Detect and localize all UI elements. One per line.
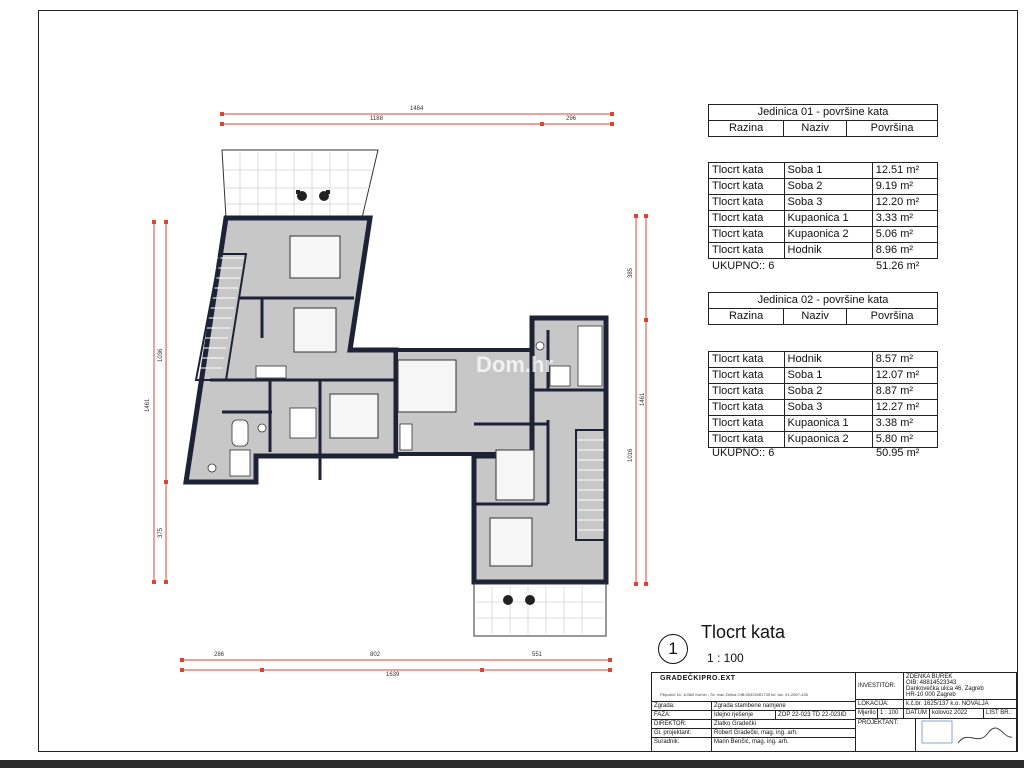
dim-bottom-right: 551 [532, 652, 543, 658]
cell: Tlocrt kata [709, 400, 785, 416]
dim-bottom-total: 1639 [386, 672, 400, 678]
cell: Tlocrt kata [709, 195, 785, 211]
investitor-label: INVESTITOR: [856, 673, 904, 700]
investitor-line: Dankovečka ulica 46, Zagreb [906, 686, 984, 692]
suradnik-label: Suradnik: [652, 738, 712, 751]
list-label: LIST BR.: [984, 709, 1016, 719]
dim-left-lower: 375 [158, 527, 164, 538]
datum-value: kolovoz 2022 [930, 709, 984, 719]
col-header: Površina [847, 309, 938, 325]
total-value-unit-01: 51.26 m² [876, 260, 920, 272]
total-value-unit-02: 50.95 m² [876, 447, 920, 459]
cell: Tlocrt kata [709, 352, 785, 368]
cell: 12.51 m² [872, 163, 937, 179]
cell: 3.33 m² [872, 211, 937, 227]
dim-right-upper: 385 [628, 267, 634, 278]
cell: Soba 3 [784, 400, 872, 416]
projektant-value: Robert Gradečki, mag. ing. arh. [712, 729, 856, 738]
dim-right-lower: 1016 [628, 448, 634, 462]
unit-01 [186, 218, 396, 482]
cell: Kupaonica 2 [784, 227, 872, 243]
table-row [709, 211, 938, 227]
table-row [709, 368, 938, 384]
cell: Tlocrt kata [709, 243, 785, 259]
cell: 12.07 m² [872, 368, 937, 384]
cell: 8.57 m² [872, 352, 937, 368]
mjerilo-label: Mjerilo [856, 709, 878, 719]
company-logo: GRADEČKIPRO.EXT [660, 675, 736, 682]
cell: Hodnik [784, 352, 872, 368]
lokacija-value: k.č.br. 1625/137 k.o. NOVALJA [904, 700, 1016, 709]
investitor-value [904, 673, 1016, 700]
cell: Hodnik [784, 243, 872, 259]
cell: Soba 2 [784, 179, 872, 195]
cell: 5.06 m² [872, 227, 937, 243]
signature-icon [918, 719, 1014, 749]
col-header: Razina [709, 121, 784, 137]
cell: Soba 3 [784, 195, 872, 211]
zgrada-value: Zgrada stambene namjene [712, 702, 856, 711]
col-header: Naziv [784, 309, 847, 325]
table-row [709, 163, 938, 179]
total-label-unit-01: UKUPNO:: 6 [712, 260, 775, 272]
cell: 3.38 m² [872, 416, 937, 432]
area-table-unit-01-rows [708, 162, 938, 259]
cell: 8.87 m² [872, 384, 937, 400]
cell: Kupaonica 1 [784, 416, 872, 432]
cell: Tlocrt kata [709, 384, 785, 400]
zgrada-label: Zgrada: [652, 702, 712, 711]
col-header: Razina [709, 309, 784, 325]
cell: Tlocrt kata [709, 163, 785, 179]
company-address: Filipovići 1b, 10360 Kumin - Sv. Ivan Zelina OIB:55323081735 tel. fax. 01-2057-435 [660, 692, 808, 697]
mjerilo-value: 1 : 100 [878, 709, 904, 719]
balcony-bottom [474, 584, 606, 636]
bottom-bar [0, 760, 1024, 768]
direktor-label: DIREKTOR: [652, 720, 712, 729]
investitor-line: HR-10 000 Zagreb [906, 692, 956, 698]
faza-label: FAZA: [652, 711, 712, 720]
cell: Soba 1 [784, 163, 872, 179]
col-header: Površina [847, 121, 938, 137]
dim-left-upper: 1036 [158, 348, 164, 362]
area-table-unit-01 [708, 104, 938, 137]
dim-top-total: 1484 [410, 106, 424, 112]
dim-bottom-left: 286 [214, 652, 225, 658]
table-row [709, 432, 938, 448]
dim-top-left: 1188 [370, 116, 383, 122]
cell: Kupaonica 1 [784, 211, 872, 227]
table-row [709, 416, 938, 432]
total-label-unit-02: UKUPNO:: 6 [712, 447, 775, 459]
direktor-value: Zlatko Gradečki [712, 720, 856, 729]
view-scale: 1 : 100 [707, 651, 744, 665]
table-row [709, 400, 938, 416]
table-title: Jedinica 02 - površine kata [709, 293, 938, 309]
cell: Tlocrt kata [709, 211, 785, 227]
balcony-top [222, 150, 378, 218]
cell: 5.80 m² [872, 432, 937, 448]
projektant2-label: PROJEKTANT: [856, 719, 916, 751]
dim-top-right: 296 [566, 116, 577, 122]
suradnik-value: Marin Benčić, mag. ing. arh. [712, 738, 856, 751]
cell: 12.20 m² [872, 195, 937, 211]
table-row [709, 179, 938, 195]
cell: Tlocrt kata [709, 227, 785, 243]
col-header: Naziv [784, 121, 847, 137]
cell: Tlocrt kata [709, 179, 785, 195]
view-title: Tlocrt kata [701, 622, 786, 642]
dim-bottom-mid: 802 [370, 652, 381, 658]
title-block [651, 672, 1017, 752]
projektant-label: Gl. projektant: [652, 729, 712, 738]
table-row [709, 195, 938, 211]
cell: Tlocrt kata [709, 368, 785, 384]
cell: 12.27 m² [872, 400, 937, 416]
datum-label: DATUM [904, 709, 930, 719]
table-row [709, 352, 938, 368]
cell: Tlocrt kata [709, 416, 785, 432]
lokacija-label: LOKACIJA: [856, 700, 904, 709]
cell: 8.96 m² [872, 243, 937, 259]
watermark: Dom.hr [476, 352, 553, 377]
investitor-line: ZDENKA BUREK [906, 674, 953, 680]
cell: Tlocrt kata [709, 432, 785, 448]
dim-right-total: 1461 [640, 392, 646, 406]
cell: Kupaonica 2 [784, 432, 872, 448]
table-row [709, 227, 938, 243]
dim-left-total: 1461 [145, 398, 151, 412]
table-row [709, 384, 938, 400]
area-table-unit-02-rows [708, 351, 938, 448]
zop-value: ZOP 22-023 TD 22-023ID [776, 711, 856, 720]
cell: Soba 2 [784, 384, 872, 400]
area-table-unit-02 [708, 292, 938, 325]
faza-value: Idejno rješenje [712, 711, 776, 720]
signature-area [916, 719, 1016, 751]
table-row [709, 243, 938, 259]
cell: 9.19 m² [872, 179, 937, 195]
view-number: 1 [658, 634, 688, 664]
cell: Soba 1 [784, 368, 872, 384]
table-title: Jedinica 01 - površine kata [709, 105, 938, 121]
investitor-line: OIB: 48814523343 [906, 680, 957, 686]
